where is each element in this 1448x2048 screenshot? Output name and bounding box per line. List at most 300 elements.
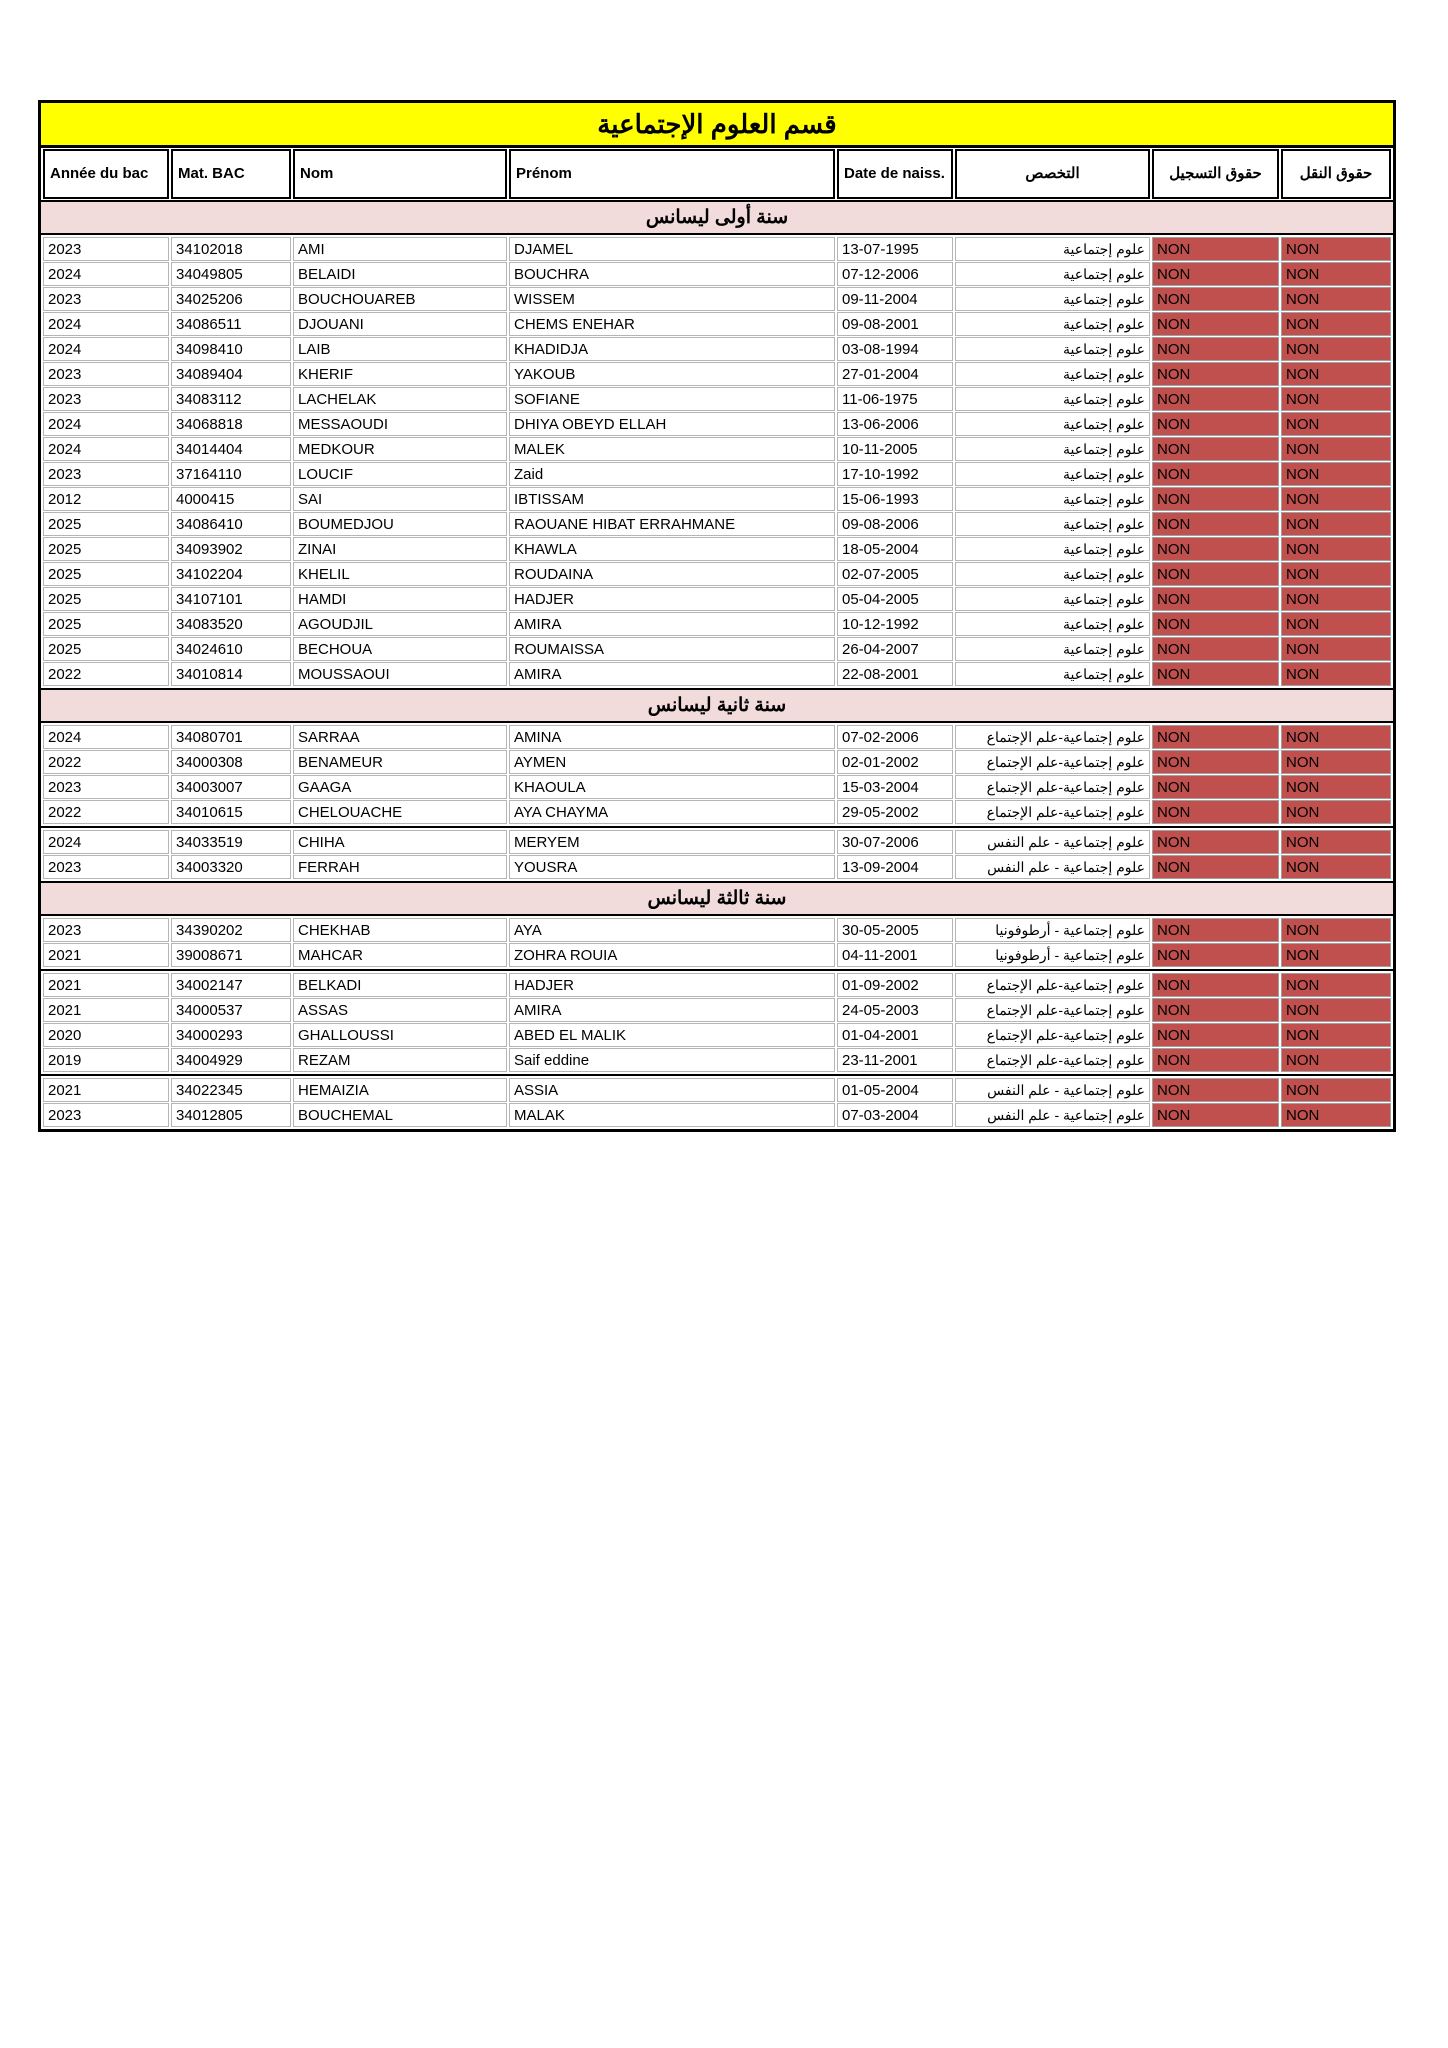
cell-reg: NON	[1152, 437, 1279, 461]
cell-mat: 34003007	[171, 775, 291, 799]
cell-date: 13-07-1995	[837, 237, 953, 261]
cell-reg: NON	[1152, 943, 1279, 967]
table-row	[43, 1023, 1391, 1047]
table-row	[43, 662, 1391, 686]
cell-mat: 34002147	[171, 973, 291, 997]
table-row	[43, 775, 1391, 799]
cell-date: 27-01-2004	[837, 362, 953, 386]
student-roster-table	[38, 100, 1396, 1132]
cell-reg: NON	[1152, 918, 1279, 942]
header-row	[41, 148, 1393, 200]
cell-annee: 2024	[43, 262, 169, 286]
cell-prenom: CHEMS ENEHAR	[509, 312, 835, 336]
cell-transfer: NON	[1281, 998, 1391, 1022]
cell-date: 24-05-2003	[837, 998, 953, 1022]
cell-date: 15-06-1993	[837, 487, 953, 511]
cell-mat: 37164110	[171, 462, 291, 486]
cell-annee: 2023	[43, 462, 169, 486]
table-row	[43, 537, 1391, 561]
cell-mat: 34000537	[171, 998, 291, 1022]
cell-transfer: NON	[1281, 775, 1391, 799]
cell-prenom: YAKOUB	[509, 362, 835, 386]
cell-reg: NON	[1152, 487, 1279, 511]
cell-reg: NON	[1152, 637, 1279, 661]
cell-annee: 2025	[43, 637, 169, 661]
cell-annee: 2024	[43, 437, 169, 461]
cell-transfer: NON	[1281, 1048, 1391, 1072]
cell-transfer: NON	[1281, 943, 1391, 967]
cell-prenom: HADJER	[509, 973, 835, 997]
cell-nom: CHELOUACHE	[293, 800, 507, 824]
cell-reg: NON	[1152, 337, 1279, 361]
cell-mat: 34000308	[171, 750, 291, 774]
cell-annee: 2020	[43, 1023, 169, 1047]
cell-reg: NON	[1152, 725, 1279, 749]
cell-prenom: ROUDAINA	[509, 562, 835, 586]
cell-mat: 34098410	[171, 337, 291, 361]
table-row	[43, 637, 1391, 661]
cell-prenom: KHAOULA	[509, 775, 835, 799]
cell-nom: BOUMEDJOU	[293, 512, 507, 536]
cell-spec: علوم إجتماعية	[955, 487, 1150, 511]
cell-reg: NON	[1152, 998, 1279, 1022]
cell-mat: 34033519	[171, 830, 291, 854]
cell-nom: GHALLOUSSI	[293, 1023, 507, 1047]
cell-reg: NON	[1152, 973, 1279, 997]
cell-mat: 34083112	[171, 387, 291, 411]
table-row	[43, 918, 1391, 942]
cell-transfer: NON	[1281, 1103, 1391, 1127]
cell-spec: علوم إجتماعية	[955, 362, 1150, 386]
cell-reg: NON	[1152, 1023, 1279, 1047]
cell-date: 09-08-2006	[837, 512, 953, 536]
cell-mat: 34080701	[171, 725, 291, 749]
cell-reg: NON	[1152, 237, 1279, 261]
cell-date: 26-04-2007	[837, 637, 953, 661]
table-row	[43, 943, 1391, 967]
cell-nom: HEMAIZIA	[293, 1078, 507, 1102]
table-row	[43, 1048, 1391, 1072]
cell-mat: 34086511	[171, 312, 291, 336]
table-body	[41, 200, 1393, 1129]
cell-date: 22-08-2001	[837, 662, 953, 686]
cell-annee: 2024	[43, 337, 169, 361]
cell-nom: MESSAOUDI	[293, 412, 507, 436]
cell-nom: KHERIF	[293, 362, 507, 386]
cell-annee: 2025	[43, 562, 169, 586]
cell-prenom: IBTISSAM	[509, 487, 835, 511]
cell-reg: NON	[1152, 662, 1279, 686]
cell-prenom: AMIRA	[509, 662, 835, 686]
cell-annee: 2023	[43, 1103, 169, 1127]
cell-spec: علوم إجتماعية-علم الإجتماع	[955, 750, 1150, 774]
cell-mat: 34012805	[171, 1103, 291, 1127]
cell-nom: AMI	[293, 237, 507, 261]
spec-group	[41, 1074, 1393, 1129]
cell-transfer: NON	[1281, 412, 1391, 436]
cell-reg: NON	[1152, 262, 1279, 286]
cell-nom: BENAMEUR	[293, 750, 507, 774]
cell-transfer: NON	[1281, 287, 1391, 311]
cell-reg: NON	[1152, 612, 1279, 636]
cell-nom: SARRAA	[293, 725, 507, 749]
cell-nom: BELAIDI	[293, 262, 507, 286]
cell-reg: NON	[1152, 587, 1279, 611]
cell-date: 02-01-2002	[837, 750, 953, 774]
cell-annee: 2022	[43, 750, 169, 774]
cell-annee: 2019	[43, 1048, 169, 1072]
column-header-mat: Mat. BAC	[171, 149, 291, 199]
cell-reg: NON	[1152, 800, 1279, 824]
cell-transfer: NON	[1281, 973, 1391, 997]
cell-spec: علوم إجتماعية - علم النفس	[955, 1078, 1150, 1102]
section-header-3: سنة ثالثة ليسانس	[41, 881, 1393, 916]
cell-date: 13-09-2004	[837, 855, 953, 879]
cell-nom: LOUCIF	[293, 462, 507, 486]
cell-spec: علوم إجتماعية - أرطوفونيا	[955, 918, 1150, 942]
column-header-prenom: Prénom	[509, 149, 835, 199]
table-row	[43, 725, 1391, 749]
cell-transfer: NON	[1281, 800, 1391, 824]
cell-annee: 2025	[43, 587, 169, 611]
cell-prenom: ZOHRA ROUIA	[509, 943, 835, 967]
cell-mat: 39008671	[171, 943, 291, 967]
column-header-transfer: حقوق النقل	[1281, 149, 1391, 199]
cell-date: 01-04-2001	[837, 1023, 953, 1047]
cell-date: 07-12-2006	[837, 262, 953, 286]
cell-nom: HAMDI	[293, 587, 507, 611]
cell-reg: NON	[1152, 750, 1279, 774]
cell-spec: علوم إجتماعية	[955, 612, 1150, 636]
cell-date: 09-11-2004	[837, 287, 953, 311]
cell-spec: علوم إجتماعية-علم الإجتماع	[955, 1048, 1150, 1072]
table-row	[43, 437, 1391, 461]
table-row	[43, 337, 1391, 361]
cell-transfer: NON	[1281, 537, 1391, 561]
cell-transfer: NON	[1281, 437, 1391, 461]
cell-nom: MEDKOUR	[293, 437, 507, 461]
cell-date: 29-05-2002	[837, 800, 953, 824]
cell-date: 02-07-2005	[837, 562, 953, 586]
cell-prenom: AYA	[509, 918, 835, 942]
cell-reg: NON	[1152, 462, 1279, 486]
cell-prenom: AYMEN	[509, 750, 835, 774]
table-row	[43, 562, 1391, 586]
cell-mat: 34093902	[171, 537, 291, 561]
cell-prenom: WISSEM	[509, 287, 835, 311]
cell-transfer: NON	[1281, 1078, 1391, 1102]
cell-date: 01-09-2002	[837, 973, 953, 997]
cell-nom: ASSAS	[293, 998, 507, 1022]
cell-prenom: Saif eddine	[509, 1048, 835, 1072]
cell-nom: MAHCAR	[293, 943, 507, 967]
cell-nom: BECHOUA	[293, 637, 507, 661]
cell-transfer: NON	[1281, 562, 1391, 586]
cell-prenom: ABED EL MALIK	[509, 1023, 835, 1047]
cell-transfer: NON	[1281, 337, 1391, 361]
cell-spec: علوم إجتماعية-علم الإجتماع	[955, 1023, 1150, 1047]
cell-prenom: ASSIA	[509, 1078, 835, 1102]
cell-reg: NON	[1152, 1103, 1279, 1127]
cell-nom: BELKADI	[293, 973, 507, 997]
cell-date: 30-05-2005	[837, 918, 953, 942]
cell-annee: 2021	[43, 1078, 169, 1102]
cell-mat: 34390202	[171, 918, 291, 942]
column-header-reg: حقوق التسجيل	[1152, 149, 1279, 199]
cell-date: 05-04-2005	[837, 587, 953, 611]
cell-date: 09-08-2001	[837, 312, 953, 336]
cell-annee: 2025	[43, 512, 169, 536]
cell-spec: علوم إجتماعية - علم النفس	[955, 830, 1150, 854]
cell-spec: علوم إجتماعية	[955, 437, 1150, 461]
column-header-date: Date de naiss.	[837, 149, 953, 199]
cell-nom: KHELIL	[293, 562, 507, 586]
cell-transfer: NON	[1281, 362, 1391, 386]
cell-prenom: Zaid	[509, 462, 835, 486]
cell-prenom: BOUCHRA	[509, 262, 835, 286]
cell-transfer: NON	[1281, 512, 1391, 536]
cell-annee: 2025	[43, 537, 169, 561]
cell-nom: BOUCHEMAL	[293, 1103, 507, 1127]
spec-group	[41, 235, 1393, 688]
table-row	[43, 750, 1391, 774]
column-header-spec: التخصص	[955, 149, 1150, 199]
cell-transfer: NON	[1281, 662, 1391, 686]
cell-annee: 2024	[43, 312, 169, 336]
cell-prenom: KHAWLA	[509, 537, 835, 561]
cell-mat: 34089404	[171, 362, 291, 386]
cell-nom: SAI	[293, 487, 507, 511]
table-row	[43, 462, 1391, 486]
cell-mat: 34083520	[171, 612, 291, 636]
cell-transfer: NON	[1281, 487, 1391, 511]
table-row	[43, 387, 1391, 411]
cell-reg: NON	[1152, 537, 1279, 561]
cell-annee: 2023	[43, 855, 169, 879]
table-row	[43, 587, 1391, 611]
cell-spec: علوم إجتماعية - علم النفس	[955, 855, 1150, 879]
cell-transfer: NON	[1281, 312, 1391, 336]
cell-date: 13-06-2006	[837, 412, 953, 436]
cell-prenom: HADJER	[509, 587, 835, 611]
cell-annee: 2021	[43, 998, 169, 1022]
cell-mat: 34086410	[171, 512, 291, 536]
cell-reg: NON	[1152, 362, 1279, 386]
table-row	[43, 973, 1391, 997]
cell-annee: 2024	[43, 725, 169, 749]
cell-prenom: DJAMEL	[509, 237, 835, 261]
cell-nom: ZINAI	[293, 537, 507, 561]
cell-prenom: YOUSRA	[509, 855, 835, 879]
cell-annee: 2023	[43, 918, 169, 942]
table-row	[43, 998, 1391, 1022]
cell-date: 15-03-2004	[837, 775, 953, 799]
cell-annee: 2022	[43, 662, 169, 686]
cell-reg: NON	[1152, 412, 1279, 436]
table-row	[43, 1078, 1391, 1102]
cell-reg: NON	[1152, 775, 1279, 799]
cell-spec: علوم إجتماعية	[955, 637, 1150, 661]
cell-reg: NON	[1152, 1078, 1279, 1102]
table-row	[43, 800, 1391, 824]
table-row	[43, 237, 1391, 261]
table-row	[43, 287, 1391, 311]
section-header-1: سنة أولى ليسانس	[41, 200, 1393, 235]
table-row	[43, 362, 1391, 386]
cell-prenom: DHIYA OBEYD ELLAH	[509, 412, 835, 436]
cell-reg: NON	[1152, 312, 1279, 336]
cell-transfer: NON	[1281, 725, 1391, 749]
cell-annee: 2023	[43, 237, 169, 261]
cell-date: 30-07-2006	[837, 830, 953, 854]
cell-nom: MOUSSAOUI	[293, 662, 507, 686]
cell-nom: FERRAH	[293, 855, 507, 879]
cell-spec: علوم إجتماعية - أرطوفونيا	[955, 943, 1150, 967]
cell-spec: علوم إجتماعية	[955, 337, 1150, 361]
cell-date: 23-11-2001	[837, 1048, 953, 1072]
cell-mat: 34004929	[171, 1048, 291, 1072]
cell-transfer: NON	[1281, 1023, 1391, 1047]
table-row	[43, 855, 1391, 879]
table-row	[43, 412, 1391, 436]
cell-spec: علوم إجتماعية-علم الإجتماع	[955, 973, 1150, 997]
cell-date: 04-11-2001	[837, 943, 953, 967]
cell-mat: 34102204	[171, 562, 291, 586]
cell-mat: 34003320	[171, 855, 291, 879]
column-header-nom: Nom	[293, 149, 507, 199]
table-row	[43, 612, 1391, 636]
cell-annee: 2023	[43, 287, 169, 311]
cell-mat: 34010814	[171, 662, 291, 686]
cell-mat: 34025206	[171, 287, 291, 311]
cell-spec: علوم إجتماعية-علم الإجتماع	[955, 725, 1150, 749]
cell-reg: NON	[1152, 562, 1279, 586]
cell-spec: علوم إجتماعية	[955, 287, 1150, 311]
cell-mat: 4000415	[171, 487, 291, 511]
cell-transfer: NON	[1281, 612, 1391, 636]
cell-annee: 2023	[43, 775, 169, 799]
cell-prenom: MALEK	[509, 437, 835, 461]
cell-spec: علوم إجتماعية	[955, 562, 1150, 586]
cell-date: 01-05-2004	[837, 1078, 953, 1102]
cell-prenom: MALAK	[509, 1103, 835, 1127]
cell-mat: 34107101	[171, 587, 291, 611]
cell-mat: 34024610	[171, 637, 291, 661]
cell-nom: CHEKHAB	[293, 918, 507, 942]
cell-annee: 2023	[43, 362, 169, 386]
cell-nom: DJOUANI	[293, 312, 507, 336]
cell-date: 11-06-1975	[837, 387, 953, 411]
cell-mat: 34102018	[171, 237, 291, 261]
department-title: قسم العلوم الإجتماعية	[41, 103, 1393, 148]
spec-group	[41, 916, 1393, 969]
section-header-2: سنة ثانية ليسانس	[41, 688, 1393, 723]
cell-nom: REZAM	[293, 1048, 507, 1072]
cell-spec: علوم إجتماعية-علم الإجتماع	[955, 775, 1150, 799]
cell-prenom: AMIRA	[509, 998, 835, 1022]
table-row	[43, 312, 1391, 336]
spec-group	[41, 826, 1393, 881]
cell-spec: علوم إجتماعية-علم الإجتماع	[955, 800, 1150, 824]
cell-prenom: AMIRA	[509, 612, 835, 636]
cell-spec: علوم إجتماعية	[955, 587, 1150, 611]
cell-annee: 2023	[43, 387, 169, 411]
cell-transfer: NON	[1281, 587, 1391, 611]
cell-spec: علوم إجتماعية	[955, 387, 1150, 411]
cell-annee: 2024	[43, 412, 169, 436]
cell-date: 07-02-2006	[837, 725, 953, 749]
cell-mat: 34022345	[171, 1078, 291, 1102]
cell-annee: 2022	[43, 800, 169, 824]
cell-mat: 34049805	[171, 262, 291, 286]
cell-transfer: NON	[1281, 462, 1391, 486]
cell-prenom: ROUMAISSA	[509, 637, 835, 661]
cell-prenom: SOFIANE	[509, 387, 835, 411]
cell-spec: علوم إجتماعية	[955, 662, 1150, 686]
cell-mat: 34014404	[171, 437, 291, 461]
cell-reg: NON	[1152, 287, 1279, 311]
cell-date: 10-11-2005	[837, 437, 953, 461]
cell-date: 10-12-1992	[837, 612, 953, 636]
table-row	[43, 1103, 1391, 1127]
cell-reg: NON	[1152, 855, 1279, 879]
table-row	[43, 262, 1391, 286]
cell-spec: علوم إجتماعية	[955, 537, 1150, 561]
spec-group	[41, 723, 1393, 826]
cell-nom: AGOUDJIL	[293, 612, 507, 636]
cell-nom: LACHELAK	[293, 387, 507, 411]
cell-prenom: AMINA	[509, 725, 835, 749]
cell-nom: BOUCHOUAREB	[293, 287, 507, 311]
cell-transfer: NON	[1281, 637, 1391, 661]
cell-nom: LAIB	[293, 337, 507, 361]
cell-transfer: NON	[1281, 830, 1391, 854]
cell-annee: 2025	[43, 612, 169, 636]
cell-spec: علوم إجتماعية	[955, 312, 1150, 336]
cell-spec: علوم إجتماعية	[955, 262, 1150, 286]
cell-transfer: NON	[1281, 262, 1391, 286]
cell-reg: NON	[1152, 830, 1279, 854]
cell-reg: NON	[1152, 387, 1279, 411]
cell-reg: NON	[1152, 512, 1279, 536]
cell-annee: 2024	[43, 830, 169, 854]
cell-prenom: MERYEM	[509, 830, 835, 854]
table-row	[43, 830, 1391, 854]
cell-nom: GAAGA	[293, 775, 507, 799]
cell-spec: علوم إجتماعية	[955, 412, 1150, 436]
cell-spec: علوم إجتماعية	[955, 462, 1150, 486]
cell-annee: 2012	[43, 487, 169, 511]
cell-spec: علوم إجتماعية-علم الإجتماع	[955, 998, 1150, 1022]
cell-reg: NON	[1152, 1048, 1279, 1072]
cell-transfer: NON	[1281, 237, 1391, 261]
cell-nom: CHIHA	[293, 830, 507, 854]
cell-annee: 2021	[43, 973, 169, 997]
table-row	[43, 487, 1391, 511]
cell-prenom: AYA CHAYMA	[509, 800, 835, 824]
table-row	[43, 512, 1391, 536]
cell-transfer: NON	[1281, 387, 1391, 411]
cell-date: 07-03-2004	[837, 1103, 953, 1127]
cell-prenom: RAOUANE HIBAT ERRAHMANE	[509, 512, 835, 536]
cell-spec: علوم إجتماعية	[955, 512, 1150, 536]
cell-mat: 34010615	[171, 800, 291, 824]
cell-mat: 34000293	[171, 1023, 291, 1047]
cell-spec: علوم إجتماعية	[955, 237, 1150, 261]
cell-mat: 34068818	[171, 412, 291, 436]
cell-transfer: NON	[1281, 750, 1391, 774]
cell-date: 17-10-1992	[837, 462, 953, 486]
